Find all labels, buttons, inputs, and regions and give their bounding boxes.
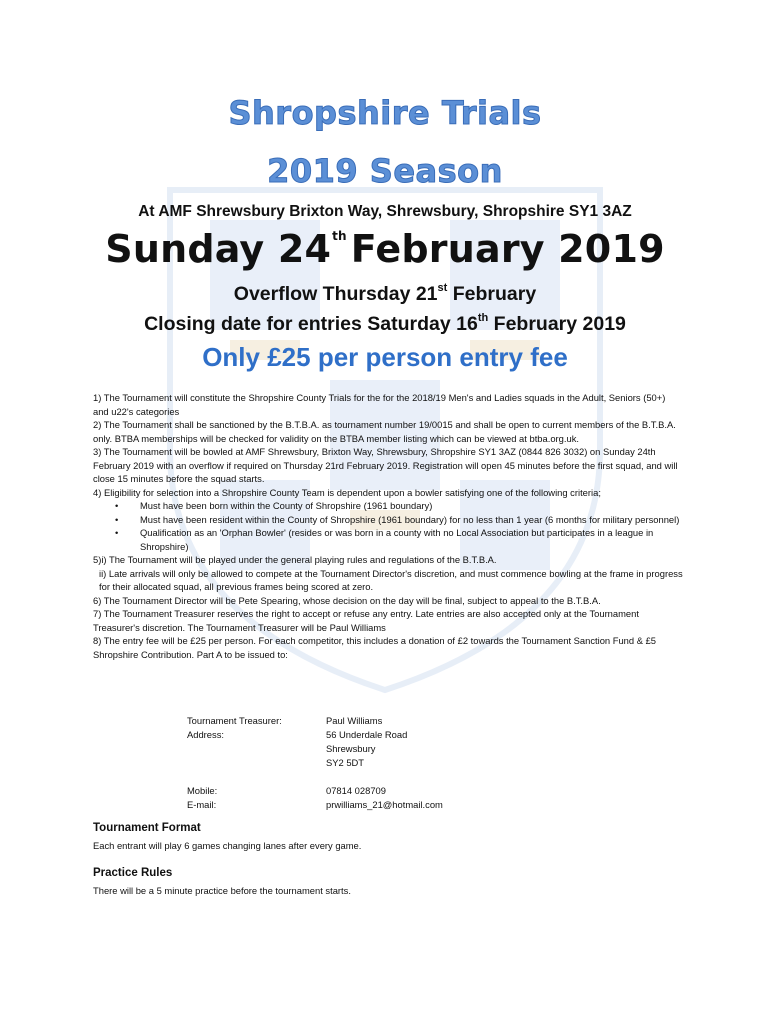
- closing-part-2: February 2019: [488, 313, 626, 335]
- address-label: Address:: [187, 729, 224, 740]
- overflow-suffix: st: [437, 282, 448, 294]
- practice-rules-text: There will be a 5 minute practice before the tournament starts.: [93, 885, 351, 896]
- mobile-number: 07814 028709: [326, 785, 386, 796]
- eligibility-item: • Must have been resident within the County of Shropshire (1961 boundary) for no less than 1 year (6 months for military personnel): [93, 513, 683, 527]
- overflow-date: [0, 282, 770, 306]
- overflow-part-1: Overflow Thursday 21: [233, 283, 438, 305]
- eligibility-item: • Qualification as an 'Orphan Bowler' (resides or was born in a county with no Local Association but participates in a league in Shropshire): [93, 526, 683, 553]
- rule-4: 4) Eligibility for selection into a Shropshire County Team is dependent upon a bowler satisfying one of the following criteria;: [93, 486, 601, 498]
- overflow-part-2: February: [447, 283, 537, 305]
- eligibility-list: [93, 499, 683, 553]
- title-line-2: 2019 Season: [267, 152, 503, 190]
- address-line: SY2 5DT: [326, 757, 365, 768]
- event-date: [0, 227, 770, 271]
- rule-5i: 5)i) The Tournament will be played under the general playing rules and regulations of the B.T.B.A.: [93, 554, 497, 565]
- email-label: E-mail:: [187, 799, 217, 810]
- treasurer-name: Paul Williams: [326, 715, 383, 726]
- closing-date: [0, 312, 770, 336]
- address-line: Shrewsbury: [326, 743, 376, 754]
- date-suffix: th: [332, 229, 347, 243]
- date-part-1: Sunday 24: [105, 227, 332, 271]
- rule-8: 8) The entry fee will be £25 per person. For each competitor, this includes a donation of £2 towards the Tournament Sanction Fund & £5 Shropshire Contribution. Part A to be issued to:: [93, 635, 657, 660]
- tournament-format-text: Each entrant will play 6 games changing lanes after every game.: [93, 840, 362, 851]
- eligibility-item: • Must have been born within the County of Shropshire (1961 boundary): [93, 499, 683, 513]
- email-address: prwilliams_21@hotmail.com: [326, 799, 443, 810]
- date-part-2: February 2019: [350, 227, 665, 271]
- practice-rules-heading: Practice Rules: [93, 867, 173, 879]
- rule-3: 3) The Tournament will be bowled at AMF Shrewsbury, Brixton Way, Shrewsbury, Shropshire SY1 3AZ (0844 826 3032) on Sunday 24th February 2019 with an overflow if required on Thursday 21rd February 2019. Registration will open 45 minutes before the first squad, and will close 15 minutes before the squad starts.: [93, 446, 678, 484]
- closing-part-1: Closing date for entries Saturday 16: [144, 313, 478, 335]
- closing-suffix: th: [477, 312, 489, 324]
- rule-2: 2) The Tournament shall be sanctioned by the B.T.B.A. as tournament number 19/0015 and shall be open to current members of the B.T.B.A. only. BTBA memberships will be checked for validity on the BTBA member listing which can be viewed at btba.org.uk.: [93, 419, 676, 444]
- rule-1: 1) The Tournament will constitute the Shropshire County Trials for the for the 2018/19 Men's and Ladies squads in the Adult, Seniors (50+) and u22's categories: [93, 392, 666, 417]
- title-line-1: Shropshire Trials: [228, 94, 542, 132]
- address-line: 56 Underdale Road: [326, 729, 408, 740]
- rule-7: 7) The Tournament Treasurer reserves the right to accept or refuse any entry. Late entries are also accepted only at the Tournament Treasurer's discretion. The Tournament Treasurer will be Paul Williams: [93, 608, 639, 633]
- mobile-label: Mobile:: [187, 785, 218, 796]
- venue-line: At AMF Shrewsbury Brixton Way, Shrewsbury, Shropshire SY1 3AZ: [138, 203, 632, 220]
- rules-section: [93, 391, 683, 661]
- treasurer-label: Tournament Treasurer:: [187, 715, 282, 726]
- rule-6: 6) The Tournament Director will be Pete Spearing, whose decision on the day will be final, subject to appeal to the B.T.B.A.: [93, 594, 601, 606]
- tournament-format-heading: Tournament Format: [93, 822, 201, 834]
- entry-fee-heading: Only £25 per person entry fee: [202, 342, 568, 372]
- rule-5ii: ii) Late arrivals will only be allowed to compete at the Tournament Director's discretion, and must commence bowling at the frame in progress for their allocated squad, all previous frames being scored at zero.: [99, 567, 683, 592]
